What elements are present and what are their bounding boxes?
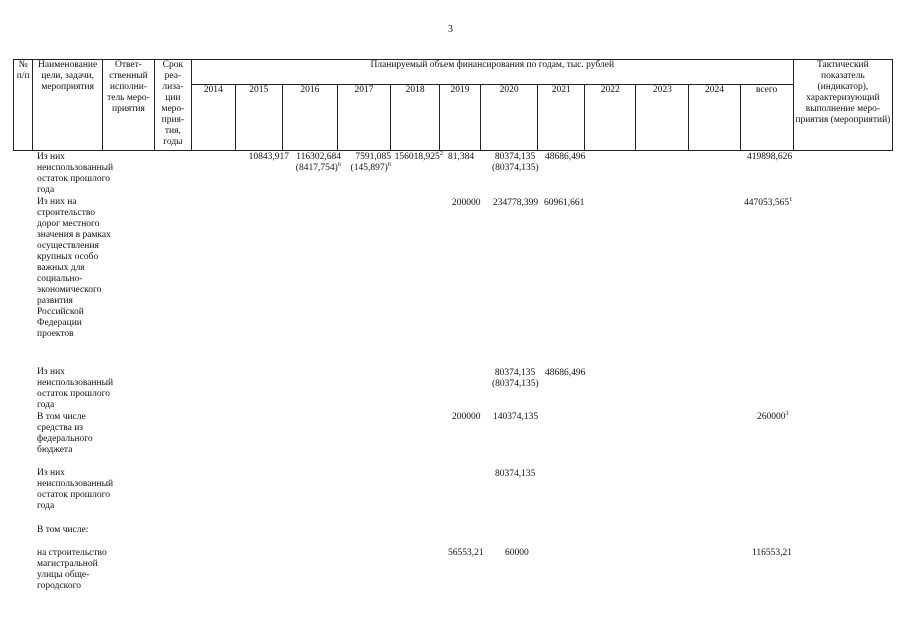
row-description: на строительство магистральной улицы обще-городского [37,548,107,591]
value-2020: 80374,135 [495,469,536,479]
value-2019: 200000 [452,412,481,422]
value-2020: 80374,135 (80374,135) [492,368,539,389]
year-header: 2015 [235,85,282,151]
value-2021: 48686,496 [545,152,586,162]
row-description: Из них неиспользованный остаток прошлого года [37,468,114,511]
header-table [13,59,893,151]
row-description: В том числе средства из федерального бюджета [37,412,93,455]
value-2020: 234778,399 [493,198,539,208]
header-indicator: Тактический показатель (индикатор), характеризующий выполнение меро-приятия (мероприятий) [793,60,892,151]
page-number: 3 [448,24,453,35]
value-2021: 60961,661 [544,198,585,208]
year-header: 2016 [282,85,337,151]
header-name: Наименование цели, задачи, мероприятия [33,60,102,151]
value-2020: 60000 [505,548,529,558]
value-total: 419898,626 [747,152,793,162]
year-header: 2019 [440,85,481,151]
value-2020: 140374,135 [493,412,539,422]
row-description: Из них неиспользованный остаток прошлого года [37,367,114,410]
total-header: всего [740,85,793,151]
row-description: Из них на строительство дорог местного значения в рамках осуществления крупных особо важных для социально-экономического развития Российской Федерации проектов [37,197,111,339]
value-2017: 7591,085 $(145,897)^6$ [350,152,391,173]
year-header: 2017 [337,85,390,151]
value-2019: 56553,21 [448,548,484,558]
year-header: 2021 [538,85,585,151]
header-planned: Планируемый объем финансирования по годам, тыс. рублей [191,60,793,85]
value-2019: 200000 [452,198,481,208]
value-2016: 116302,684 $(8417,754)^6$ [295,152,341,173]
row-description: Из них неиспользованный остаток прошлого года [37,152,114,195]
value-total: 116553,21 [752,548,793,558]
year-header: 2022 [585,85,636,151]
value-total: 447053,565$^1$ [744,195,793,208]
value-2020: 80374,135 (80374,135) [492,152,539,173]
header-responsible: Ответ-ственный исполни-тель меро-приятия [102,60,154,151]
year-header: 2024 [689,85,740,151]
header-num: № п/п [14,60,33,151]
year-header: 2014 [191,85,235,151]
value-2018: 156018,925$^2$ [394,149,443,162]
row-description: В том числе: [37,525,89,535]
value-2019: 81,384 [448,152,475,162]
value-2015: 10843,917 [248,152,289,162]
header-term: Срок реа-лиза-ции меро-прия-тия, годы [155,60,192,151]
year-header: 2023 [636,85,689,151]
value-total: 260000$^1$ [757,409,789,422]
year-header: 2020 [480,85,537,151]
value-2021: 48686,496 [545,368,586,378]
year-header: 2018 [391,85,440,151]
